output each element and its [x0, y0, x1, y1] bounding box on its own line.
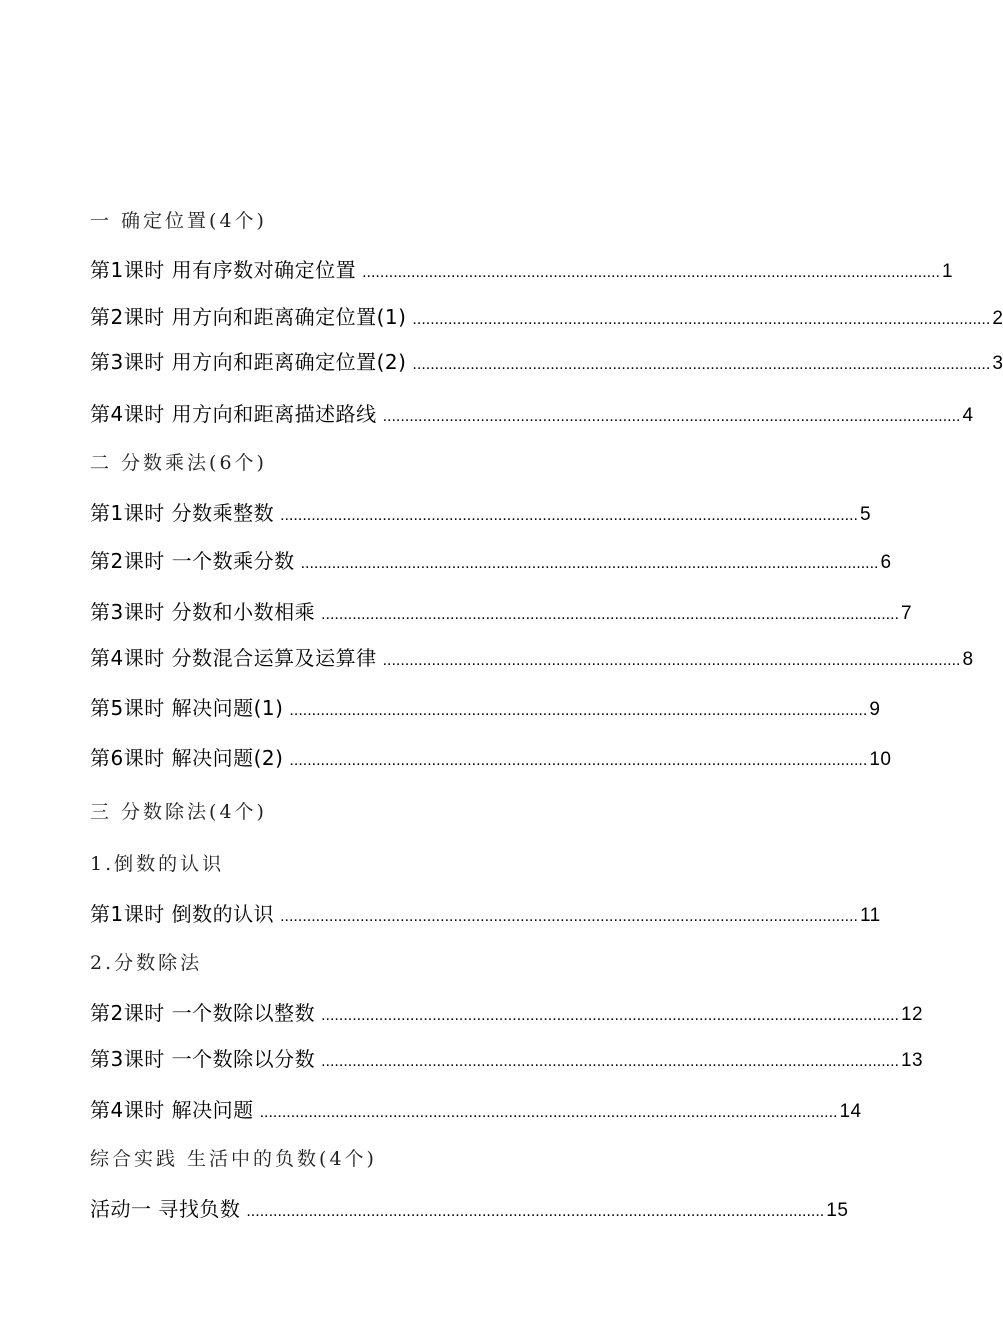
toc-entry-label: 第4课时 解决问题	[90, 1098, 254, 1122]
toc-entry-label: 第6课时 解决问题(2)	[90, 746, 284, 770]
toc-entry[interactable]	[90, 1193, 849, 1222]
toc-entry-label: 第2课时 用方向和距离确定位置(1)	[90, 305, 407, 329]
dot-leader: ..................................................................................................................................	[382, 408, 961, 425]
dot-leader: ..................................................................................................................................	[412, 356, 991, 373]
toc-entry-label: 第4课时 用方向和距离描述路线	[90, 402, 377, 426]
dot-leader: ..................................................................................................................................	[321, 1053, 899, 1070]
dot-leader: ..................................................................................................................................	[321, 606, 899, 623]
toc-entry-page: 4	[962, 405, 974, 426]
section-heading: 一 确定位置(4个)	[90, 210, 267, 232]
dot-leader: ..................................................................................................................................	[246, 1203, 825, 1220]
toc-entry-label: 第1课时 分数乘整数	[90, 501, 275, 525]
section-heading: 三 分数除法(4个)	[90, 801, 267, 823]
toc-entry-page: 10	[869, 749, 892, 770]
subsection-heading: 2.分数除法	[90, 952, 203, 974]
toc-entry-page: 5	[859, 504, 872, 525]
toc-entry-page: 12	[900, 1004, 924, 1025]
section-heading: 综合实践 生活中的负数(4个)	[90, 1148, 377, 1170]
toc-entry[interactable]	[90, 497, 872, 526]
dot-leader: ..................................................................................................................................	[289, 702, 868, 719]
toc-entry[interactable]	[90, 398, 974, 427]
toc-entry-label: 第5课时 解决问题(1)	[90, 696, 284, 720]
toc-entry[interactable]	[90, 346, 1003, 375]
toc-entry-page: 13	[900, 1050, 924, 1071]
toc-entry-page: 14	[839, 1101, 862, 1122]
toc-entry-page: 11	[859, 905, 881, 926]
dot-leader: ..................................................................................................................................	[280, 507, 858, 524]
toc-entry-label: 第1课时 倒数的认识	[90, 902, 275, 926]
toc-entry-label: 第3课时 一个数除以分数	[90, 1047, 316, 1071]
toc-entry-page: 15	[826, 1200, 849, 1221]
dot-leader: ..................................................................................................................................	[382, 652, 961, 669]
dot-leader: ..................................................................................................................................	[321, 1007, 899, 1024]
toc-entry-page: 2	[992, 308, 1003, 329]
dot-leader: ..................................................................................................................................	[362, 264, 940, 281]
dot-leader: ..................................................................................................................................	[259, 1104, 838, 1121]
dot-leader: ..................................................................................................................................	[280, 908, 858, 925]
toc-entry-label: 第2课时 一个数除以整数	[90, 1001, 316, 1025]
toc-entry[interactable]	[90, 301, 1003, 330]
toc-entry[interactable]	[90, 742, 892, 771]
toc-entry-label: 第3课时 分数和小数相乘	[90, 600, 316, 624]
toc-entry-page: 1	[941, 261, 954, 282]
toc-entry[interactable]	[90, 596, 913, 625]
toc-entry-page: 3	[992, 353, 1003, 374]
toc-entry-label: 第4课时 分数混合运算及运算律	[90, 646, 377, 670]
toc-entry[interactable]	[90, 898, 881, 927]
dot-leader: ..................................................................................................................................	[300, 555, 879, 572]
toc-entry-page: 9	[869, 699, 881, 720]
toc-entry-page: 8	[962, 649, 974, 670]
dot-leader: ..................................................................................................................................	[412, 311, 991, 328]
toc-entry[interactable]	[90, 545, 892, 574]
toc-entry-page: 6	[880, 552, 892, 573]
toc-entry[interactable]	[90, 1094, 862, 1123]
toc-entry[interactable]	[90, 692, 881, 721]
dot-leader: ..................................................................................................................................	[289, 752, 868, 769]
toc-entry[interactable]	[90, 1043, 924, 1072]
toc-entry[interactable]	[90, 997, 924, 1026]
toc-entry-label: 第3课时 用方向和距离确定位置(2)	[90, 350, 407, 374]
toc-entry-label: 第1课时 用有序数对确定位置	[90, 258, 357, 282]
toc-entry-page: 7	[900, 603, 913, 624]
toc-entry[interactable]	[90, 254, 954, 283]
toc-entry-label: 活动一 寻找负数	[90, 1197, 241, 1221]
subsection-heading: 1.倒数的认识	[90, 853, 225, 875]
toc-entry[interactable]	[90, 642, 974, 671]
toc-entry-label: 第2课时 一个数乘分数	[90, 549, 295, 573]
section-heading: 二 分数乘法(6个)	[90, 452, 267, 474]
